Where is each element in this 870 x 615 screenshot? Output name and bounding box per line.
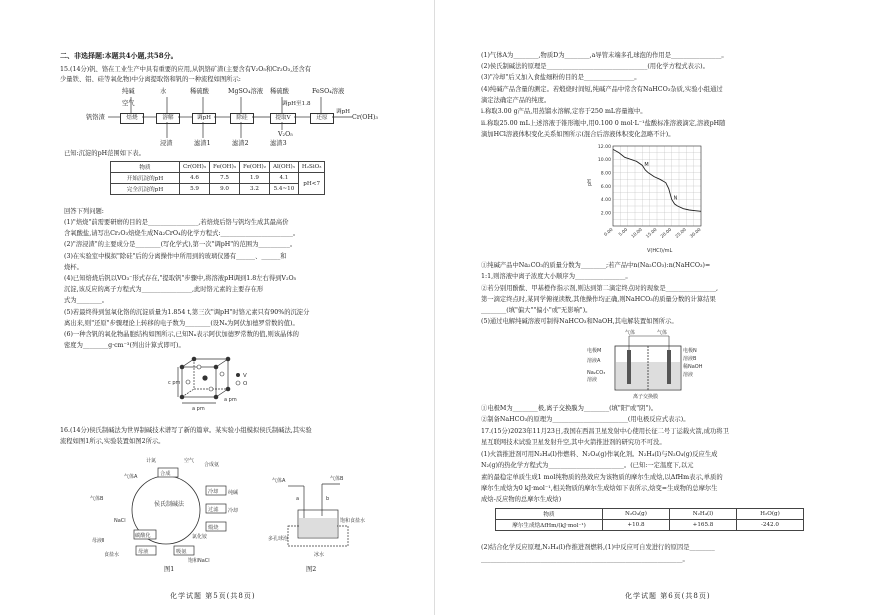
- x-tick-label: 10.00: [630, 227, 644, 240]
- table-header: N₂O₄(g): [603, 509, 670, 520]
- table-cell: 摩尔生成焓ΔfHm/(kJ·mol⁻¹): [496, 520, 603, 531]
- flow-bottom-label: 滤渣2: [232, 140, 249, 147]
- section-title: 二、非选择题:本题共4小题,共58分。: [60, 51, 178, 60]
- crystal-legend: O: [243, 381, 248, 387]
- q15-line: (1)"焙烧"前需要研磨的目的是________________,若焙烧后铬与钒均生成其最高价: [64, 219, 289, 226]
- point-label-m: M: [644, 162, 649, 168]
- q17-line: 素的最稳定单质生成1 mol纯物质的热效应为该物质的摩尔生成焓,以ΔfHm表示,单质的: [481, 474, 723, 481]
- y-tick-label: 12.00: [597, 144, 611, 150]
- q15-line: 密度为________g·cm⁻³(列出计算式即可)。: [64, 342, 185, 349]
- elec-label: 溶液: [683, 372, 694, 378]
- fig1-node: 冷却: [208, 489, 219, 495]
- q17-line: 17.(15分)2023年11月23日,我国在西昌卫星发射中心使用长征二号丁运载火箭,成功将卫: [481, 428, 729, 435]
- crystal-legend: V: [243, 373, 247, 379]
- table-header: H₂O(g): [737, 509, 804, 520]
- table-cell-merged: pH<7: [298, 173, 325, 195]
- table-header: H₂SiO₃: [298, 162, 325, 173]
- q17-line: (1)火箭推进剂可用N₂H₄(l)作燃料、N₂O₄(g)作氧化剂。N₂H₄(l)与N₂O₄(g)反应生成: [481, 451, 718, 458]
- elec-label: 溶液A: [587, 358, 601, 364]
- table-cell: 3.2: [240, 184, 270, 195]
- y-tick-label: 10.00: [597, 158, 611, 164]
- flow-arrows: [80, 92, 370, 142]
- fig1-label: 氯化铵: [192, 534, 208, 540]
- q17-line: ________________________________________________________________。: [481, 556, 689, 563]
- fig2-label: 气体B: [330, 476, 344, 482]
- x-tick-label: 15.00: [645, 227, 659, 240]
- fig1-label: 食盐水: [104, 552, 120, 558]
- flow-sub-label: 空气: [122, 100, 135, 107]
- elec-label: 电极N: [683, 348, 697, 354]
- flow-product-prefix: 调pH: [336, 109, 351, 115]
- fig2-label: a: [296, 496, 300, 502]
- right-line: (4)纯碱产品含量的测定。若煅烧时间短,纯碱产品中常含有NaHCO₃杂质,实验小组通过: [481, 86, 723, 93]
- table-header: 物质: [111, 162, 180, 173]
- flow-node-box: 调pH: [192, 113, 216, 124]
- fig1-node: 过滤: [208, 507, 219, 513]
- q15-line: (3)在实验室中模拟"除硅"后的分离操作中所用到的玻璃仪器有______、______和: [64, 253, 287, 260]
- q15-line: 含氧酸盐,请写出Cr₂O₃焙烧生成Na₂CrO₄的化学方程式:_______________________。: [64, 230, 300, 237]
- flow-node-box: 提取V: [270, 113, 296, 124]
- flow-adjust-label: 调pH至1.8: [282, 101, 311, 107]
- flow-node-box: 还原: [310, 113, 334, 124]
- right-line: ①纯碱产品中Na₂CO₃的质量分数为________;若产品中n(Na₂CO₃):n(NaHCO₃)=: [481, 262, 711, 269]
- x-tick-label: 25.00: [674, 227, 688, 240]
- flow-top-label: 稀硫酸: [270, 88, 289, 95]
- y-tick-label: 8.00: [600, 171, 611, 177]
- q16-intro-2: 流程如图1所示,实验装置如图2所示。: [60, 438, 165, 445]
- elec-label: Na₂CO₃: [587, 370, 606, 376]
- right-line: (5)通过电解纯碱溶液可制得NaHCO₃和NaOH,其电解装置如图所示。: [481, 318, 678, 325]
- flow-top-label: 纯碱: [122, 88, 135, 95]
- table-cell: 9.0: [210, 184, 240, 195]
- x-axis-label: V(HCl)/mL: [647, 248, 673, 254]
- table-cell: 7.5: [210, 173, 240, 184]
- flow-bottom-label: 滤渣3: [270, 140, 287, 147]
- right-line: ②若分别用酚酞、甲基橙作指示剂,则达到第二滴定终点时的现象是________________,: [481, 285, 718, 292]
- right-line: i.称取3.00 g产品,用蒸馏水溶解,定容于250 mL容量瓶中。: [481, 108, 647, 115]
- elec-label: 溶液: [587, 377, 598, 383]
- crystal-cell-diagram: [168, 353, 258, 411]
- q15-line: 式为________。: [64, 297, 109, 304]
- right-line: ①电极M为________极,离子交换膜为________(填"阳"或"阴")。: [481, 405, 658, 412]
- y-tick-label: 2.00: [600, 211, 611, 217]
- right-line: (1)气体A为________,物质D为________,a导管末端多孔球泡的作用是________________。: [481, 52, 728, 59]
- flow-top-label: 稀硫酸: [190, 88, 209, 95]
- q15-line: (2)"溶浸渣"的主要成分是________(写化学式),第一次"调pH"的范围为__________。: [64, 241, 297, 248]
- fig2-label: 多孔球泡: [268, 536, 289, 542]
- table-intro: 已知:沉淀的pH范围如下表。: [64, 150, 145, 157]
- fig2-caption: 图2: [306, 566, 317, 573]
- crystal-dim: c pm: [168, 380, 181, 386]
- flow-top-label: FeSO₄溶液: [312, 88, 345, 95]
- flow-bottom-label: 浸渣: [160, 140, 173, 147]
- flow-node-box: 溶解: [156, 113, 180, 124]
- flow-top-label: MgSO₄溶液: [228, 88, 264, 95]
- y-tick-label: 4.00: [600, 198, 611, 204]
- fig1-label: 空气: [184, 458, 195, 464]
- fig1-label: 合成氨: [204, 462, 220, 468]
- electrolysis-cell: [585, 328, 715, 400]
- flow-bottom-label: V₂O₅: [278, 131, 293, 138]
- y-tick-label: 6.00: [600, 184, 611, 190]
- fig1-node: 碳酸化: [135, 533, 151, 539]
- flow-node-box: 焙烧: [120, 113, 144, 124]
- fig1-label: 气体B: [90, 496, 104, 502]
- figure2-apparatus: [268, 466, 368, 562]
- page-footer: 化学试题 第5页(共8页): [170, 592, 256, 600]
- table-cell: 开始沉淀的pH: [111, 173, 180, 184]
- fig2-label: 气体A: [272, 478, 286, 484]
- right-line: 1:1,则溶液中离子浓度大小顺序为________________。: [481, 273, 632, 280]
- fig1-label: 冷却: [228, 508, 239, 514]
- table-header: Al(OH)₃: [269, 162, 298, 173]
- q17-line: 摩尔生成焓为0 kJ·mol⁻¹,相关物质的摩尔生成焓如下表所示,焓变=生成物的总摩尔生: [481, 485, 718, 492]
- x-tick-label: 5.00: [618, 227, 629, 238]
- q15-intro-2: 少量铁、铝、硅等氧化物)中分离提取铬和钒的一种流程如图所示:: [60, 76, 241, 83]
- table-cell: 5.4~10: [269, 184, 298, 195]
- fig1-label: 纯碱: [228, 490, 239, 496]
- q15-line: 沉淀,该反应的离子方程式为________________,此时铬元素的主要存在形: [64, 286, 264, 293]
- fig1-label: 母液Ⅱ: [92, 538, 105, 544]
- table-cell: 4.6: [180, 173, 210, 184]
- x-tick-label: 0.00: [603, 227, 615, 238]
- x-tick-label: 30.00: [689, 227, 703, 240]
- q15-line: (6)一种含钒的氧化物晶胞结构如图所示,已知Nₐ表示阿伏加德罗常数的值,则该晶体的: [64, 331, 299, 338]
- flow-product: Cr(OH)₃: [352, 114, 378, 121]
- q15-line: (4)已知焙烧后钒以VO₃⁻形式存在,"提取钒"步骤中,将溶液pH调到1.8左右得到V₂O₅: [64, 275, 297, 282]
- flow-node: 钒铬渣: [86, 114, 105, 121]
- table-cell: 4.1: [269, 173, 298, 184]
- titration-chart: [583, 140, 713, 260]
- fig1-label: 饱和NaCl: [188, 558, 210, 564]
- q15-line: 离出来,则"还原"步骤理论上转移的电子数为________(设Nₐ为阿伏加德罗常数的值)。: [64, 320, 299, 327]
- fig2-label: 冰水: [314, 552, 325, 558]
- right-line: 滴加HCl溶液体积变化关系如图所示(混合后溶液体积变化忽略不计)。: [481, 131, 675, 138]
- table-header: Fe(OH)₂: [240, 162, 270, 173]
- flow-node-box: 除硅: [230, 113, 254, 124]
- table-cell: +165.8: [670, 520, 737, 531]
- ph-table: [110, 161, 325, 195]
- fig2-label: b: [326, 496, 330, 502]
- fig1-label: 计氮: [146, 458, 157, 464]
- fig2-label: 饱和食盐水: [340, 518, 366, 524]
- fig1-node: 母液: [138, 549, 149, 555]
- right-line: ②制备NaHCO₃的原理为________________________(用电极反应式表示)。: [481, 416, 690, 423]
- fig1-label: NaCl: [114, 518, 126, 524]
- right-line: (2)侯氏制碱法的原理是________________________________(用化学方程式表示)。: [481, 63, 709, 70]
- elec-label: 溶液B: [683, 356, 697, 362]
- elec-label: 稀NaOH: [683, 364, 703, 370]
- q17-line: (2)结合化学反应原理,N₂H₄(l)作推进剂燃料,(1)中反应可自发进行的原因是________: [481, 544, 715, 551]
- point-label-n: N: [673, 195, 678, 202]
- table-cell: +10.8: [603, 520, 670, 531]
- figure1-cycle: [88, 452, 250, 564]
- q17-line: 星互联网技术试验卫星发射升空,其中火箭推进剂的研究功不可没。: [481, 439, 666, 446]
- enthalpy-table: [495, 508, 804, 531]
- table-row: [111, 173, 325, 184]
- table-header: Cr(OH)₃: [180, 162, 210, 173]
- table-header: 物质: [496, 509, 603, 520]
- fig1-node: 煅烧: [208, 525, 219, 531]
- elec-label: 气体: [625, 330, 636, 336]
- q15-line: 回答下列问题:: [64, 208, 104, 215]
- page-footer: 化学试题 第6页(共8页): [625, 592, 711, 600]
- table-header: Fe(OH)₃: [210, 162, 240, 173]
- q17-line: N₂(g)的热化学方程式为________________________。(已知:一定温度下,以元: [481, 462, 694, 469]
- crystal-dim: a pm: [224, 397, 237, 403]
- right-page: [435, 0, 870, 615]
- fig1-caption: 图1: [164, 566, 175, 573]
- q17-line: 成焓-反应物的总摩尔生成焓): [481, 496, 562, 503]
- table-cell: -242.0: [737, 520, 804, 531]
- right-line: ii.称取25.00 mL上述溶液于锥形瓶中,用0.100 0 mol·L⁻¹盐酸标准溶液滴定,溶液pH随: [481, 120, 726, 127]
- elec-label: 气体: [657, 330, 668, 336]
- right-line: 第一滴定终点时,某同学俯视读数,其他操作均正确,则NaHCO₃的质量分数的计算结果: [481, 296, 716, 303]
- flow-top-label: 水: [160, 88, 167, 95]
- x-tick-label: 20.00: [660, 227, 673, 240]
- right-line: 滴定法确定产品的纯度。: [481, 97, 551, 104]
- table-header-row: [496, 509, 804, 520]
- table-header: N₂H₄(l): [670, 509, 737, 520]
- flow-bottom-label: 滤渣1: [194, 140, 211, 147]
- elec-caption: 离子交换膜: [633, 394, 659, 400]
- table-cell: 1.9: [240, 173, 270, 184]
- elec-label: 电极M: [587, 348, 602, 354]
- q15-line: 烧杯。: [64, 264, 83, 271]
- table-cell: 完全沉淀的pH: [111, 184, 180, 195]
- fig1-center-title: 侯氏制碱法: [154, 501, 185, 508]
- fig1-node: 吸氨: [176, 549, 187, 555]
- y-axis-label: pH: [587, 179, 593, 186]
- right-line: (3)"冷却"后又加入食盐细粉的目的是________________。: [481, 74, 641, 81]
- fig1-label: 气体A: [124, 474, 138, 480]
- table-cell: 5.9: [180, 184, 210, 195]
- fig1-node: 合成: [160, 471, 171, 477]
- table-header-row: [111, 162, 325, 173]
- crystal-dim: a pm: [192, 406, 205, 411]
- table-row: [496, 520, 804, 531]
- q15-line: (5)若最终得到氢氧化铬的沉淀质量为1.854 t,第三次"调pH"时铬元素只有90%的沉淀分: [64, 309, 310, 316]
- q15-intro-1: 15.(14分)钒、铬在工业生产中具有重要的应用,从钒铬矿渣(主要含有V₂O₅和Cr₂O₃,还含有: [60, 66, 312, 73]
- table-row: [111, 184, 325, 195]
- right-line: ________(填"偏大""偏小"或"无影响")。: [481, 307, 592, 314]
- q16-intro-1: 16.(14分)侯氏制碱法为世界制碱技术谱写了新的篇章。某实验小组模拟侯氏制碱法,其实验: [60, 427, 312, 434]
